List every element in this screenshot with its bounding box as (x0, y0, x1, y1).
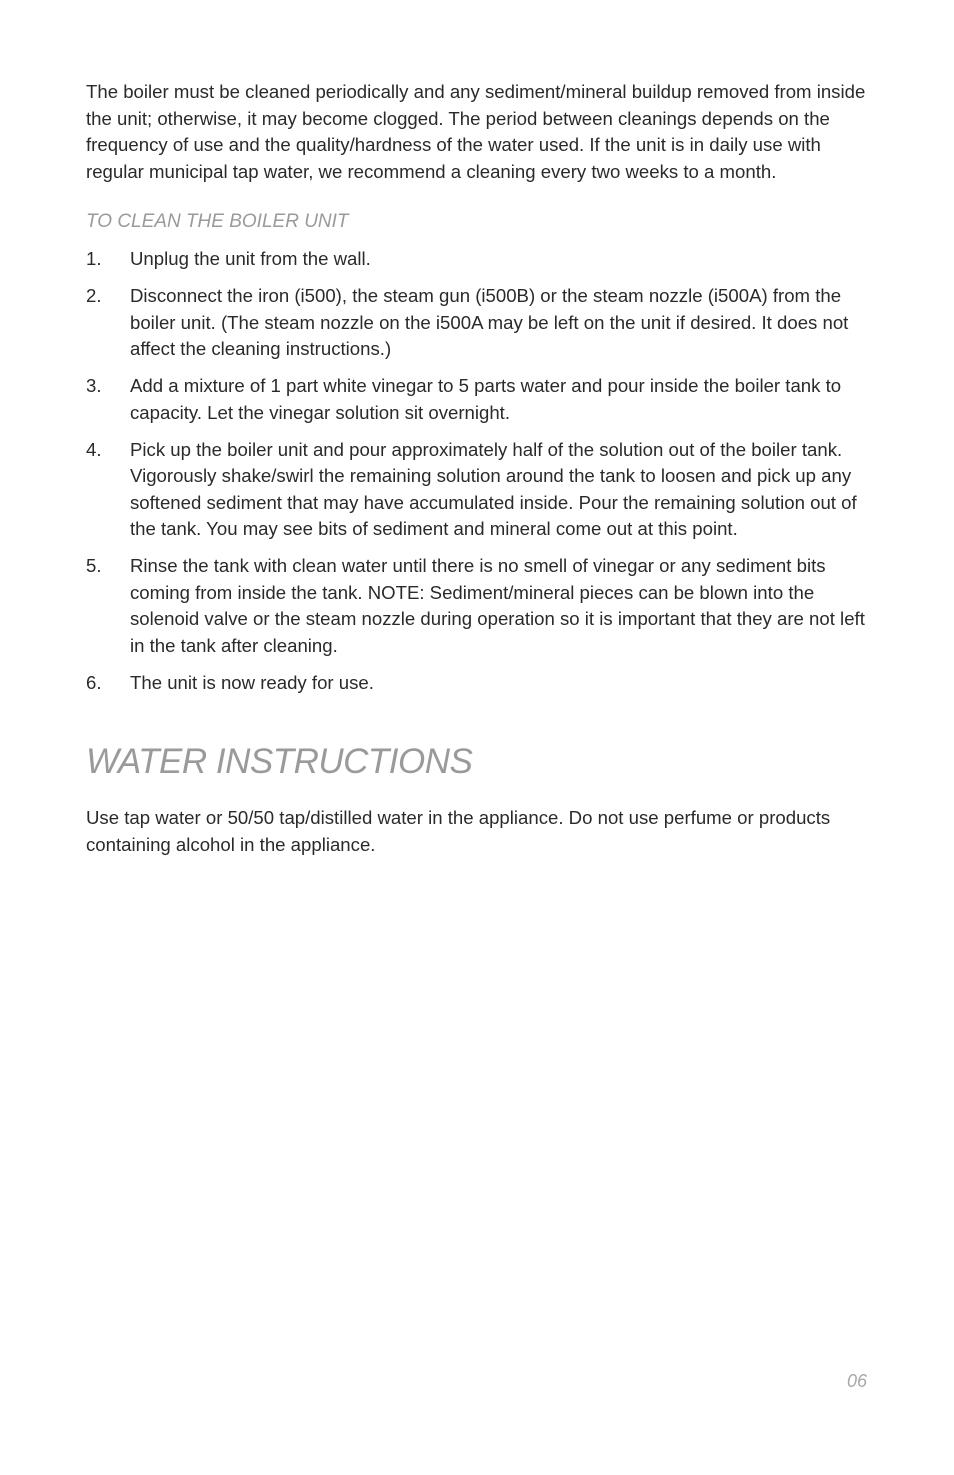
step-number: 5. (86, 555, 102, 576)
step-text: Unplug the unit from the wall. (130, 248, 371, 269)
step-item (86, 246, 876, 273)
step-text: The unit is now ready for use. (130, 671, 374, 693)
water-instructions-title: WATER INSTRUCTIONS (86, 742, 473, 781)
step-number: 6. (86, 671, 102, 693)
cleaning-steps-list (86, 246, 876, 696)
step-text: Add a mixture of 1 part white vinegar to 5 parts water and pour inside the boiler tank to capacity. Let the vinegar solution sit overnight. (130, 375, 842, 423)
page-content (86, 79, 876, 858)
step-number: 2. (86, 285, 102, 306)
step-item (86, 283, 876, 363)
step-number: 3. (86, 375, 102, 396)
step-item (86, 553, 876, 659)
step-number: 4. (86, 438, 102, 460)
page-number: 06 (846, 1371, 867, 1391)
step-text: Rinse the tank with clean water until there is no smell of vinegar or any sediment bits coming from inside the tank. NOTE: Sediment/mineral pieces can be blown into the solenoid valve or the steam nozzle during operation so it is important that they are not left in the tank after cleaning. (130, 555, 865, 656)
step-text: Pick up the boiler unit and pour approximately half of the solution out of the boiler tank. Vigorously shake/swirl the remaining solution around the tank to loosen and pick up any softened sediment that may have accumulated inside. Pour the remaining solution out of the tank. You may see bits of sediment and mineral come out at this point. (130, 438, 857, 539)
step-text: Disconnect the iron (i500), the steam gun (i500B) or the steam nozzle (i500A) from the boiler unit. (The steam nozzle on the i500A may be left on the unit if desired. It does not affect the cleaning instructions.) (130, 285, 849, 359)
step-item (86, 670, 876, 697)
step-item (86, 437, 876, 543)
step-number: 1. (86, 248, 102, 269)
cleaning-heading: TO CLEAN THE BOILER UNIT (86, 211, 349, 232)
intro-paragraph: The boiler must be cleaned periodically and any sediment/mineral buildup removed from inside the unit; otherwise, it may become clogged. The period between cleanings depends on the frequency of use and the quality/hardness of the water used. If the unit is in daily use with regular municipal tap water, we recommend a cleaning every two weeks to a month. (86, 81, 866, 182)
water-instructions-body: Use tap water or 50/50 tap/distilled water in the appliance. Do not use perfume or products containing alcohol in the appliance. (86, 807, 831, 855)
step-item (86, 373, 876, 426)
